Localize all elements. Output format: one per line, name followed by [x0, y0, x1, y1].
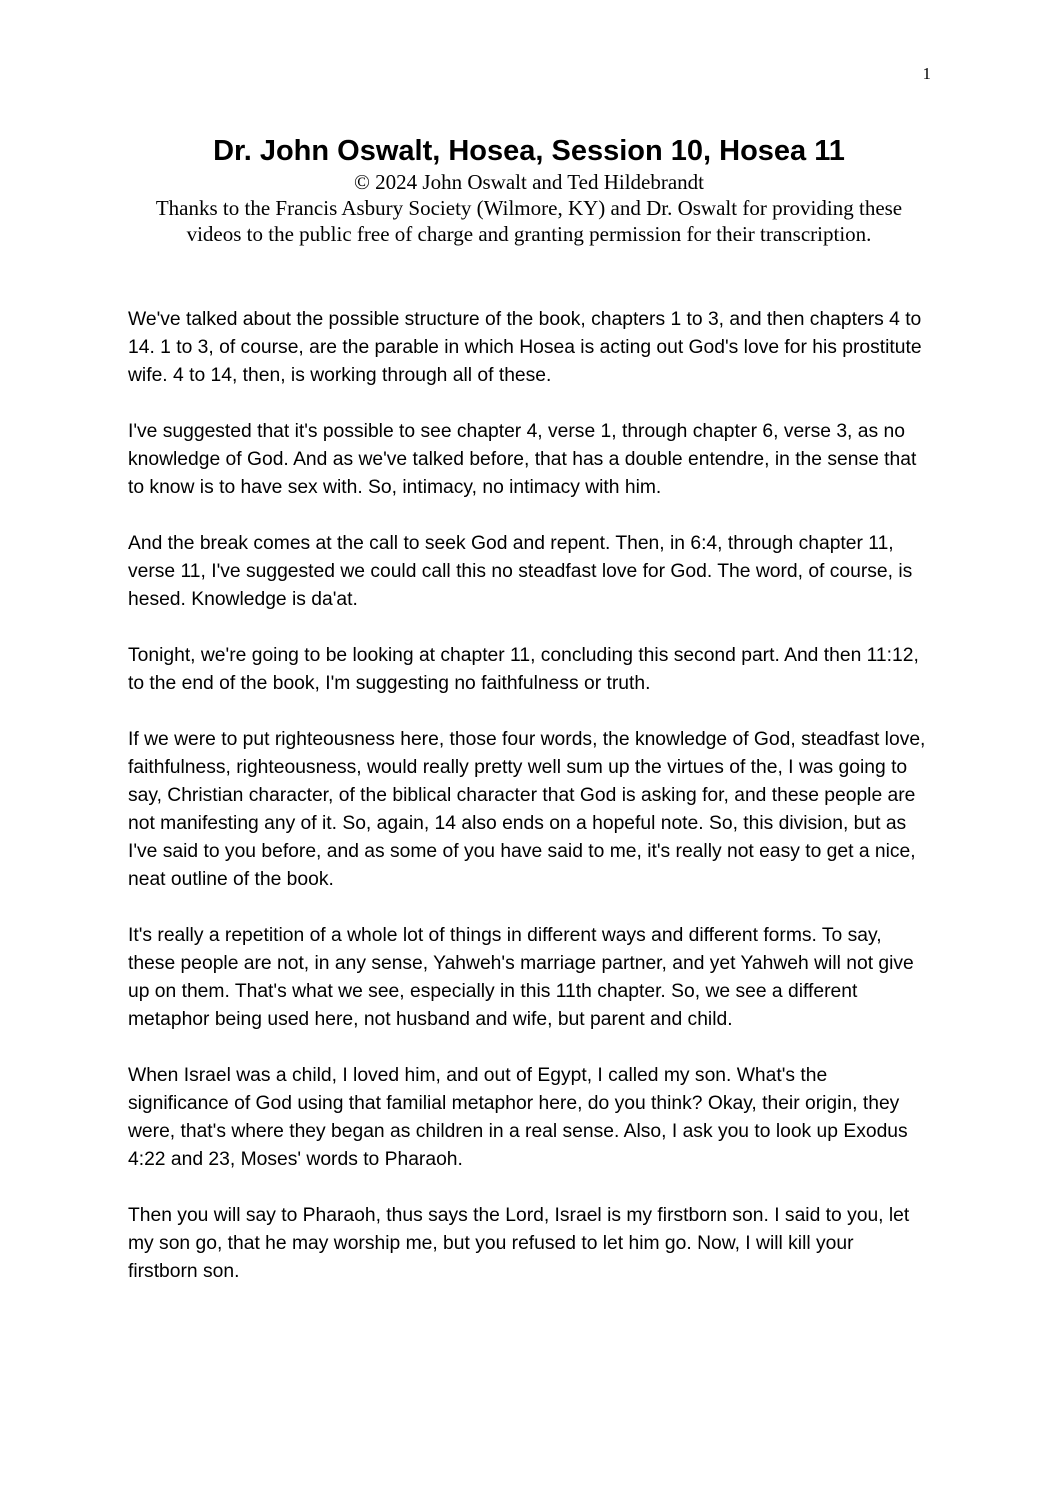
paragraph: I've suggested that it's possible to see chapter 4, verse 1, through chapter 6, verse 3, as no knowledge of God. And as we've talked before, that has a double entendre, in the sense that to know is to have sex with. So, intimacy, no intimacy with him.: [128, 421, 917, 498]
paragraph: Then you will say to Pharaoh, thus says the Lord, Israel is my firstborn son. I said to you, let my son go, that he may worship me, but you refused to let him go. Now, I will kill your firstborn son.: [128, 1205, 910, 1282]
paragraph: If we were to put righteousness here, those four words, the knowledge of God, steadfast love, faithfulness, righteousness, would really pretty well sum up the virtues of the, I was going to say, Christian character, of the biblical character that God is asking for, and these people are not manifesting any of it. So, again, 14 also ends on a hopeful note. So, this division, but as I've said to you before, and as some of you have said to me, it's really not easy to get a nice, neat outline of the book.: [128, 729, 926, 890]
page-number: 1: [922, 64, 931, 83]
paragraph: And the break comes at the call to seek God and repent. Then, in 6:4, through chapter 11, verse 11, I've suggested we could call this no steadfast love for God. The word, of course, is hesed. Knowledge is da'at.: [128, 533, 913, 610]
paragraph: Tonight, we're going to be looking at chapter 11, concluding this second part. And then 11:12, to the end of the book, I'm suggesting no faithfulness or truth.: [128, 645, 919, 694]
document-title: Dr. John Oswalt, Hosea, Session 10, Hosea 11: [213, 135, 845, 167]
copyright-line: © 2024 John Oswalt and Ted Hildebrandt: [353, 170, 705, 194]
paragraph: When Israel was a child, I loved him, and out of Egypt, I called my son. What's the significance of God using that familial metaphor here, do you think? Okay, their origin, they were, that's where they began as children in a real sense. Also, I ask you to look up Exodus 4:22 and 23, Moses' words to Pharaoh.: [128, 1065, 908, 1170]
paragraph: It's really a repetition of a whole lot of things in different ways and different forms. To say, these people are not, in any sense, Yahweh's marriage partner, and yet Yahweh will not give up on them. That's what we see, especially in this 11th chapter. So, we see a different metaphor being used here, not husband and wife, but parent and child.: [128, 925, 914, 1030]
transcript-body: [128, 306, 926, 1314]
acknowledgement: Thanks to the Francis Asbury Society (Wilmore, KY) and Dr. Oswalt for providing these videos to the public free of charge and granting permission for their transcription.: [155, 196, 903, 246]
document-header: [128, 133, 930, 247]
paragraph: We've talked about the possible structure of the book, chapters 1 to 3, and then chapters 4 to 14. 1 to 3, of course, are the parable in which Hosea is acting out God's love for his prostitute wife. 4 to 14, then, is working through all of these.: [128, 309, 922, 386]
